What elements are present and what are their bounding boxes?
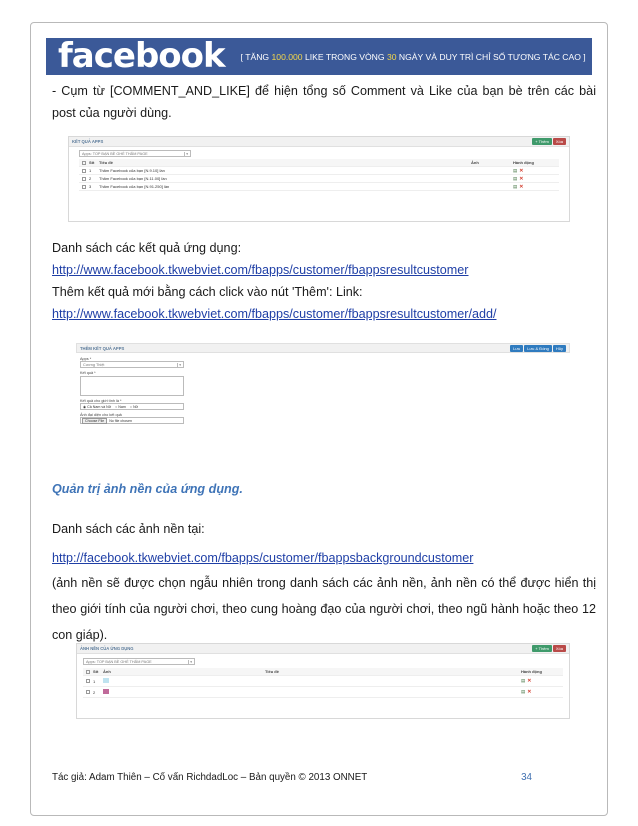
chevron-down-icon: ▾ — [190, 659, 192, 664]
apps-filter-select[interactable] — [83, 658, 195, 665]
add-result-panel — [76, 343, 570, 467]
save-button[interactable]: Lưu — [510, 345, 523, 352]
edit-icon[interactable]: ▤ — [513, 183, 518, 189]
delete-icon[interactable]: ✕ — [519, 167, 524, 174]
gender-opt-female-label: Nữ — [133, 404, 139, 409]
background-thumbnail[interactable] — [103, 689, 109, 694]
delete-button[interactable]: Xóa — [553, 645, 566, 652]
apps-filter-select[interactable] — [79, 150, 191, 157]
gender-radio-both[interactable]: ◉ Cả Nam và Nữ — [83, 404, 112, 409]
background-thumbnail[interactable] — [103, 678, 109, 683]
image-file-input — [80, 417, 184, 424]
delete-button[interactable]: Xóa — [553, 138, 566, 145]
row-checkbox[interactable] — [82, 169, 86, 173]
cancel-button[interactable]: Hủy — [553, 345, 566, 352]
row-checkbox[interactable] — [82, 185, 86, 189]
chevron-down-icon: ▾ — [179, 362, 181, 367]
slogan-highlight-1: 100.000 — [271, 51, 303, 62]
col-image: Ảnh — [471, 160, 479, 165]
row-title[interactable]: Thăm Facebook của bạn [N.9.10] lần — [99, 168, 165, 173]
gender-radio-male[interactable]: ○ Nam — [115, 404, 126, 409]
gender-field-label: Kết quả cho giới tính là * — [80, 399, 122, 403]
col-stt: Stt — [89, 160, 95, 165]
delete-icon[interactable]: ✕ — [519, 183, 524, 190]
add-result-link[interactable]: http://www.facebook.tkwebviet.com/fbapps/customer/fbappsresultcustomer/add/ — [52, 307, 497, 321]
row-stt: 1 — [93, 678, 96, 684]
bg-list-label: Danh sách các ảnh nền tại: — [52, 522, 205, 536]
add-panel-header — [76, 343, 570, 353]
apps-filter-value: Apps: TOP BẠN BÈ GHÉ THĂM PAGE — [82, 151, 148, 156]
table-header — [83, 668, 563, 676]
add-result-label: Thêm kết quả mới bằng cách click vào nút 'Thêm': Link: — [52, 285, 363, 299]
add-button[interactable]: + Thêm — [532, 645, 552, 652]
slogan-post: NGÀY VÀ DUY TRÌ CHỈ SỐ TƯƠNG TÁC CAO ] — [396, 51, 586, 62]
bg-list-link[interactable]: http://facebook.tkwebviet.com/fbapps/customer/fbappsbackgroundcustomer — [52, 551, 474, 565]
banner-slogan — [241, 52, 586, 62]
table-row — [83, 687, 563, 698]
row-stt: 1 — [89, 168, 92, 173]
col-image: Ảnh — [103, 669, 111, 674]
col-action: Hành động — [513, 160, 534, 165]
slogan-mid: LIKE TRONG VÒNG — [302, 51, 387, 62]
results-apps-panel — [68, 136, 570, 222]
delete-icon[interactable]: ✕ — [519, 175, 524, 182]
apps-field-label: Apps * — [80, 357, 92, 361]
results-list-link[interactable]: http://www.facebook.tkwebviet.com/fbapps/customer/fbappsresultcustomer — [52, 263, 469, 277]
select-all-checkbox[interactable] — [86, 670, 90, 674]
add-result-line — [52, 303, 596, 325]
choose-file-button[interactable]: Choose File — [82, 418, 107, 424]
delete-icon[interactable]: ✕ — [527, 689, 532, 695]
results-panel-title: KẾT QUẢ APPS — [72, 139, 104, 144]
col-title: Tiêu đề — [99, 160, 113, 165]
col-stt: Stt — [93, 669, 99, 674]
slogan-highlight-2: 30 — [386, 51, 397, 62]
save-close-button[interactable]: Lưu & Đóng — [524, 345, 552, 352]
table-row — [79, 167, 559, 175]
footer-credit: Tác giả: Adam Thiên – Cố vấn RichdadLoc – Bản quyền © 2013 ONNET — [52, 772, 368, 783]
row-stt: 2 — [93, 689, 96, 695]
row-checkbox[interactable] — [82, 177, 86, 181]
edit-icon[interactable]: ▤ — [521, 678, 526, 683]
bg-description-paragraph: (ảnh nền sẽ được chọn ngẫu nhiên trong danh sách các ảnh nền, ảnh nền có thể được hiển thị theo giới tính của người chơi, theo cung hoàng đạo của người chơi, theo ngũ hành hoặc theo 12 con giáp). — [52, 576, 596, 642]
page-footer — [52, 772, 592, 783]
results-list-line — [52, 259, 596, 281]
gender-opt-male-label: Nam — [118, 404, 126, 409]
select-all-checkbox[interactable] — [82, 161, 86, 165]
gender-radio-female[interactable]: ○ Nữ — [129, 404, 139, 409]
row-title[interactable]: Thăm Facebook của bạn [N.91.250] lần — [99, 184, 170, 189]
no-file-text: No file chosen — [109, 418, 132, 423]
edit-icon[interactable]: ▤ — [521, 689, 526, 694]
row-title[interactable]: Thăm Facebook của bạn [N.11.00] lần — [99, 176, 167, 181]
bg-panel-header — [77, 644, 569, 654]
backgrounds-panel — [76, 643, 570, 719]
table-header — [79, 159, 559, 167]
apps-select[interactable] — [80, 361, 184, 368]
edit-icon[interactable]: ▤ — [513, 175, 518, 181]
facebook-logo: facebook — [58, 36, 225, 76]
add-button[interactable]: + Thêm — [532, 138, 552, 145]
results-list-label: Danh sách các kết quả ứng dụng: — [52, 241, 242, 255]
image-field-label: Ảnh đại diện cho kết quả — [80, 413, 122, 417]
bg-panel-title: ẢNH NỀN CỦA ỨNG DỤNG — [80, 646, 134, 651]
section-heading-backgrounds: Quản trị ảnh nền của ứng dụng. — [52, 482, 243, 496]
page-number: 34 — [521, 772, 532, 783]
bg-list-line — [52, 547, 596, 569]
add-panel-title: THÊM KẾT QUẢ APPS — [80, 345, 125, 351]
delete-icon[interactable]: ✕ — [527, 678, 532, 684]
row-checkbox[interactable] — [86, 679, 90, 683]
row-stt: 2 — [89, 176, 92, 181]
gender-opt-both-label: Cả Nam và Nữ — [87, 404, 112, 409]
table-row — [79, 183, 559, 191]
results-panel-header — [69, 137, 569, 147]
result-textarea[interactable] — [80, 376, 184, 396]
comment-like-paragraph: - Cụm từ [COMMENT_AND_LIKE] để hiện tổng số Comment và Like của bạn bè trên các bài post của người dùng. — [52, 84, 596, 120]
gender-radio-group — [80, 403, 184, 410]
facebook-banner — [46, 38, 592, 75]
row-checkbox[interactable] — [86, 690, 90, 694]
table-row — [83, 676, 563, 687]
apps-filter-value: Apps: TOP BẠN BÈ GHÉ THĂM PAGE — [86, 659, 152, 664]
chevron-down-icon: ▾ — [186, 151, 188, 156]
col-action: Hành động — [521, 669, 542, 674]
col-title: Tiêu đề — [265, 669, 279, 674]
apps-select-value: Cương Thiệt — [83, 362, 105, 367]
slogan-pre: [ TĂNG — [240, 51, 272, 62]
row-stt: 3 — [89, 184, 92, 189]
table-row — [79, 175, 559, 183]
result-field-label: Kết quả * — [80, 371, 96, 375]
edit-icon[interactable]: ▤ — [513, 167, 518, 173]
